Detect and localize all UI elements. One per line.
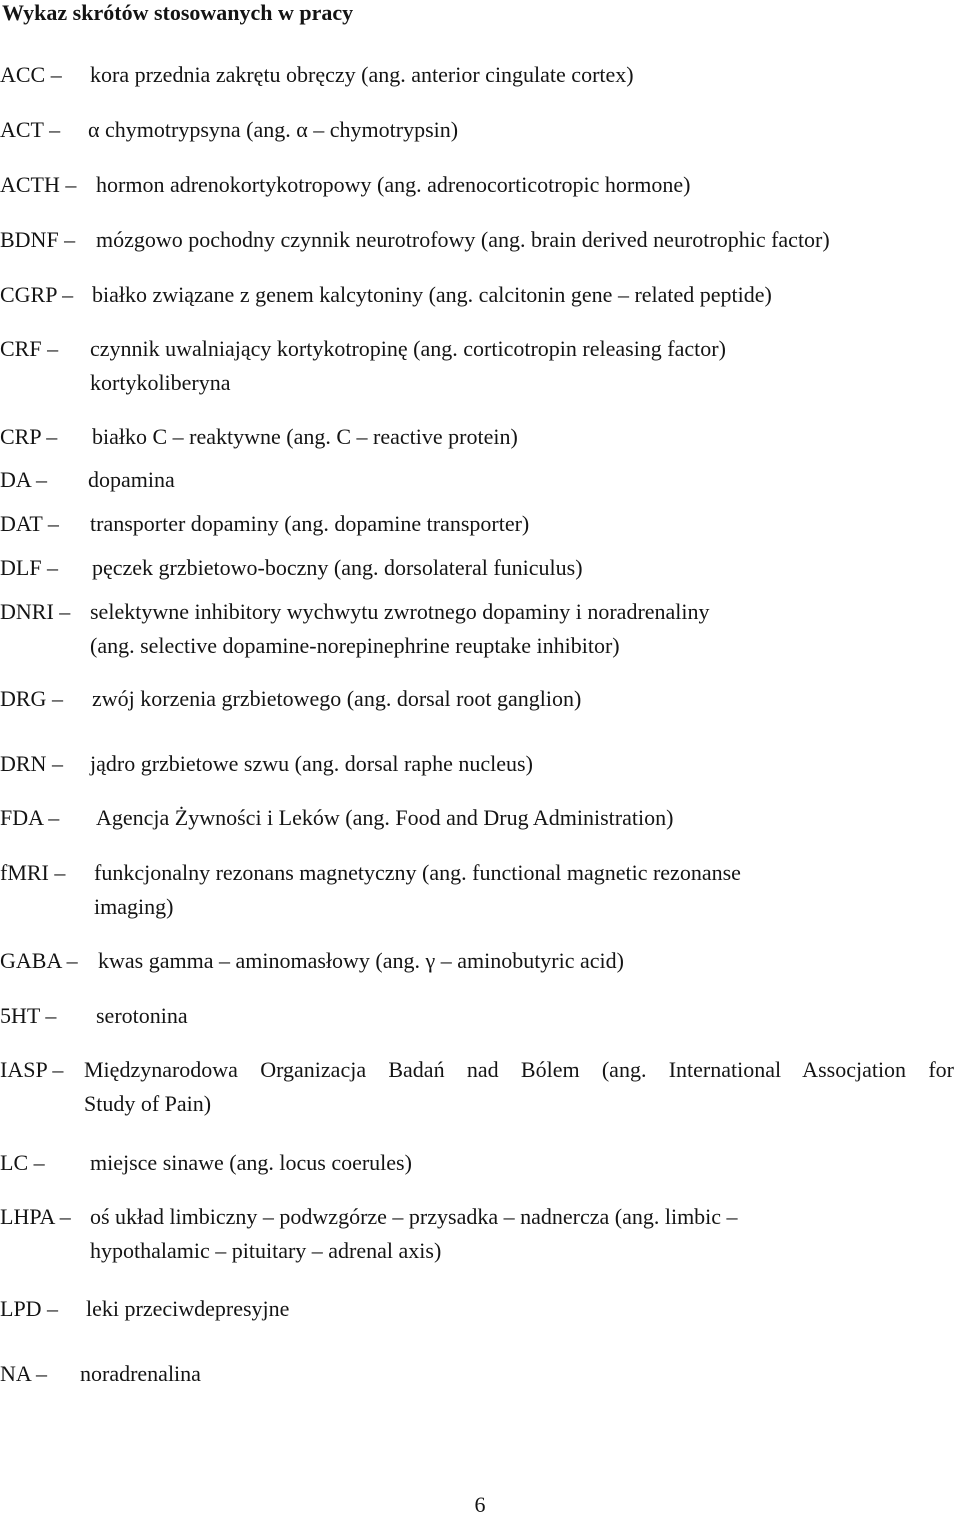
abbreviation-definition	[88, 113, 458, 147]
abbreviation-definition	[80, 1357, 201, 1391]
abbreviation-term: DRG –	[0, 686, 63, 711]
abbreviation-term: ACTH –	[0, 172, 77, 197]
definition-line: białko związane z genem kalcytoniny (ang. calcitonin gene – related peptide)	[92, 282, 772, 307]
abbreviation-term: CRP –	[0, 424, 58, 449]
definition-line: Agencja Żywności i Leków (ang. Food and Drug Administration)	[96, 805, 674, 830]
abbreviation-term: FDA –	[0, 805, 60, 830]
definition-line: Międzynarodowa Organizacja Badań nad Bólem (ang. International Assocjation for	[84, 1057, 954, 1082]
definition-line: pęczek grzbietowo-boczny (ang. dorsolateral funiculus)	[92, 555, 583, 580]
abbreviation-definition	[86, 1292, 289, 1326]
abbreviation-term: GABA –	[0, 948, 78, 973]
abbreviation-term: DLF –	[0, 555, 59, 580]
definition-line: dopamina	[88, 467, 175, 492]
definition-line: leki przeciwdepresyjne	[86, 1296, 290, 1321]
definition-line: jądro grzbietowe szwu (ang. dorsal raphe nucleus)	[90, 751, 533, 776]
definition-line: Study of Pain)	[84, 1091, 212, 1116]
abbreviation-term: DRN –	[0, 751, 63, 776]
abbreviation-term: ACT –	[0, 117, 61, 142]
abbreviation-term: ACC –	[0, 62, 62, 87]
abbreviation-definition	[90, 1146, 412, 1180]
abbreviation-term: BDNF –	[0, 227, 76, 252]
page-title: Wykaz skrótów stosowanych w pracy	[2, 0, 354, 25]
abbreviation-definition	[88, 463, 175, 497]
definition-line: zwój korzenia grzbietowego (ang. dorsal root ganglion)	[92, 686, 582, 711]
abbreviation-term: fMRI –	[0, 860, 66, 885]
abbreviation-definition	[90, 1200, 738, 1268]
definition-line: transporter dopaminy (ang. dopamine transporter)	[90, 511, 530, 536]
abbreviation-definition	[90, 507, 529, 541]
abbreviation-definition	[92, 278, 772, 312]
abbreviation-term: DAT –	[0, 511, 59, 536]
abbreviation-term: NA –	[0, 1361, 48, 1386]
abbreviation-definition	[96, 801, 673, 835]
abbreviation-definition	[92, 682, 581, 716]
abbreviation-definition	[90, 595, 710, 663]
abbreviation-term: LHPA –	[0, 1204, 71, 1229]
definition-line: mózgowo pochodny czynnik neurotrofowy (ang. brain derived neurotrophic factor)	[96, 227, 830, 252]
abbreviation-term: LPD –	[0, 1296, 59, 1321]
definition-line: imaging)	[94, 894, 174, 919]
abbreviation-definition	[92, 420, 518, 454]
abbreviation-term: 5HT –	[0, 1003, 57, 1028]
definition-line: selektywne inhibitory wychwytu zwrotnego dopaminy i noradrenaliny	[90, 599, 710, 624]
definition-line: kora przednia zakrętu obręczy (ang. anterior cingulate cortex)	[90, 62, 634, 87]
abbreviation-term: DA –	[0, 467, 48, 492]
abbreviation-term: CGRP –	[0, 282, 74, 307]
definition-line: kortykoliberyna	[90, 370, 231, 395]
definition-line: miejsce sinawe (ang. locus coerules)	[90, 1150, 412, 1175]
definition-line: (ang. selective dopamine-norepinephrine reuptake inhibitor)	[90, 633, 620, 658]
abbreviation-definition	[96, 999, 188, 1033]
definition-line: oś układ limbiczny – podwzgórze – przysadka – nadnercza (ang. limbic –	[90, 1204, 738, 1229]
abbreviation-term: LC –	[0, 1150, 45, 1175]
abbreviation-definition	[84, 1053, 954, 1121]
definition-line: hormon adrenokortykotropowy (ang. adrenocorticotropic hormone)	[96, 172, 691, 197]
definition-line: hypothalamic – pituitary – adrenal axis)	[90, 1238, 442, 1263]
abbreviation-definition	[90, 58, 634, 92]
abbreviation-definition	[94, 856, 741, 924]
abbreviation-definition	[96, 168, 690, 202]
abbreviation-definition	[98, 944, 624, 978]
definition-line: kwas gamma – aminomasłowy (ang. γ – aminobutyric acid)	[98, 948, 624, 973]
abbreviation-term: CRF –	[0, 336, 59, 361]
abbreviation-definition	[96, 223, 830, 257]
definition-line: funkcjonalny rezonans magnetyczny (ang. functional magnetic rezonanse	[94, 860, 741, 885]
abbreviation-term: IASP –	[0, 1057, 64, 1082]
abbreviation-definition	[92, 551, 583, 585]
abbreviation-definition	[90, 332, 726, 400]
definition-line: czynnik uwalniający kortykotropinę (ang. corticotropin releasing factor)	[90, 336, 726, 361]
definition-line: białko C – reaktywne (ang. C – reactive protein)	[92, 424, 518, 449]
page-number: 6	[474, 1492, 486, 1517]
abbreviation-term: DNRI –	[0, 599, 71, 624]
definition-line: α chymotrypsyna (ang. α – chymotrypsin)	[88, 117, 459, 142]
definition-line: noradrenalina	[80, 1361, 201, 1386]
definition-line: serotonina	[96, 1003, 188, 1028]
abbreviation-definition	[90, 747, 533, 781]
